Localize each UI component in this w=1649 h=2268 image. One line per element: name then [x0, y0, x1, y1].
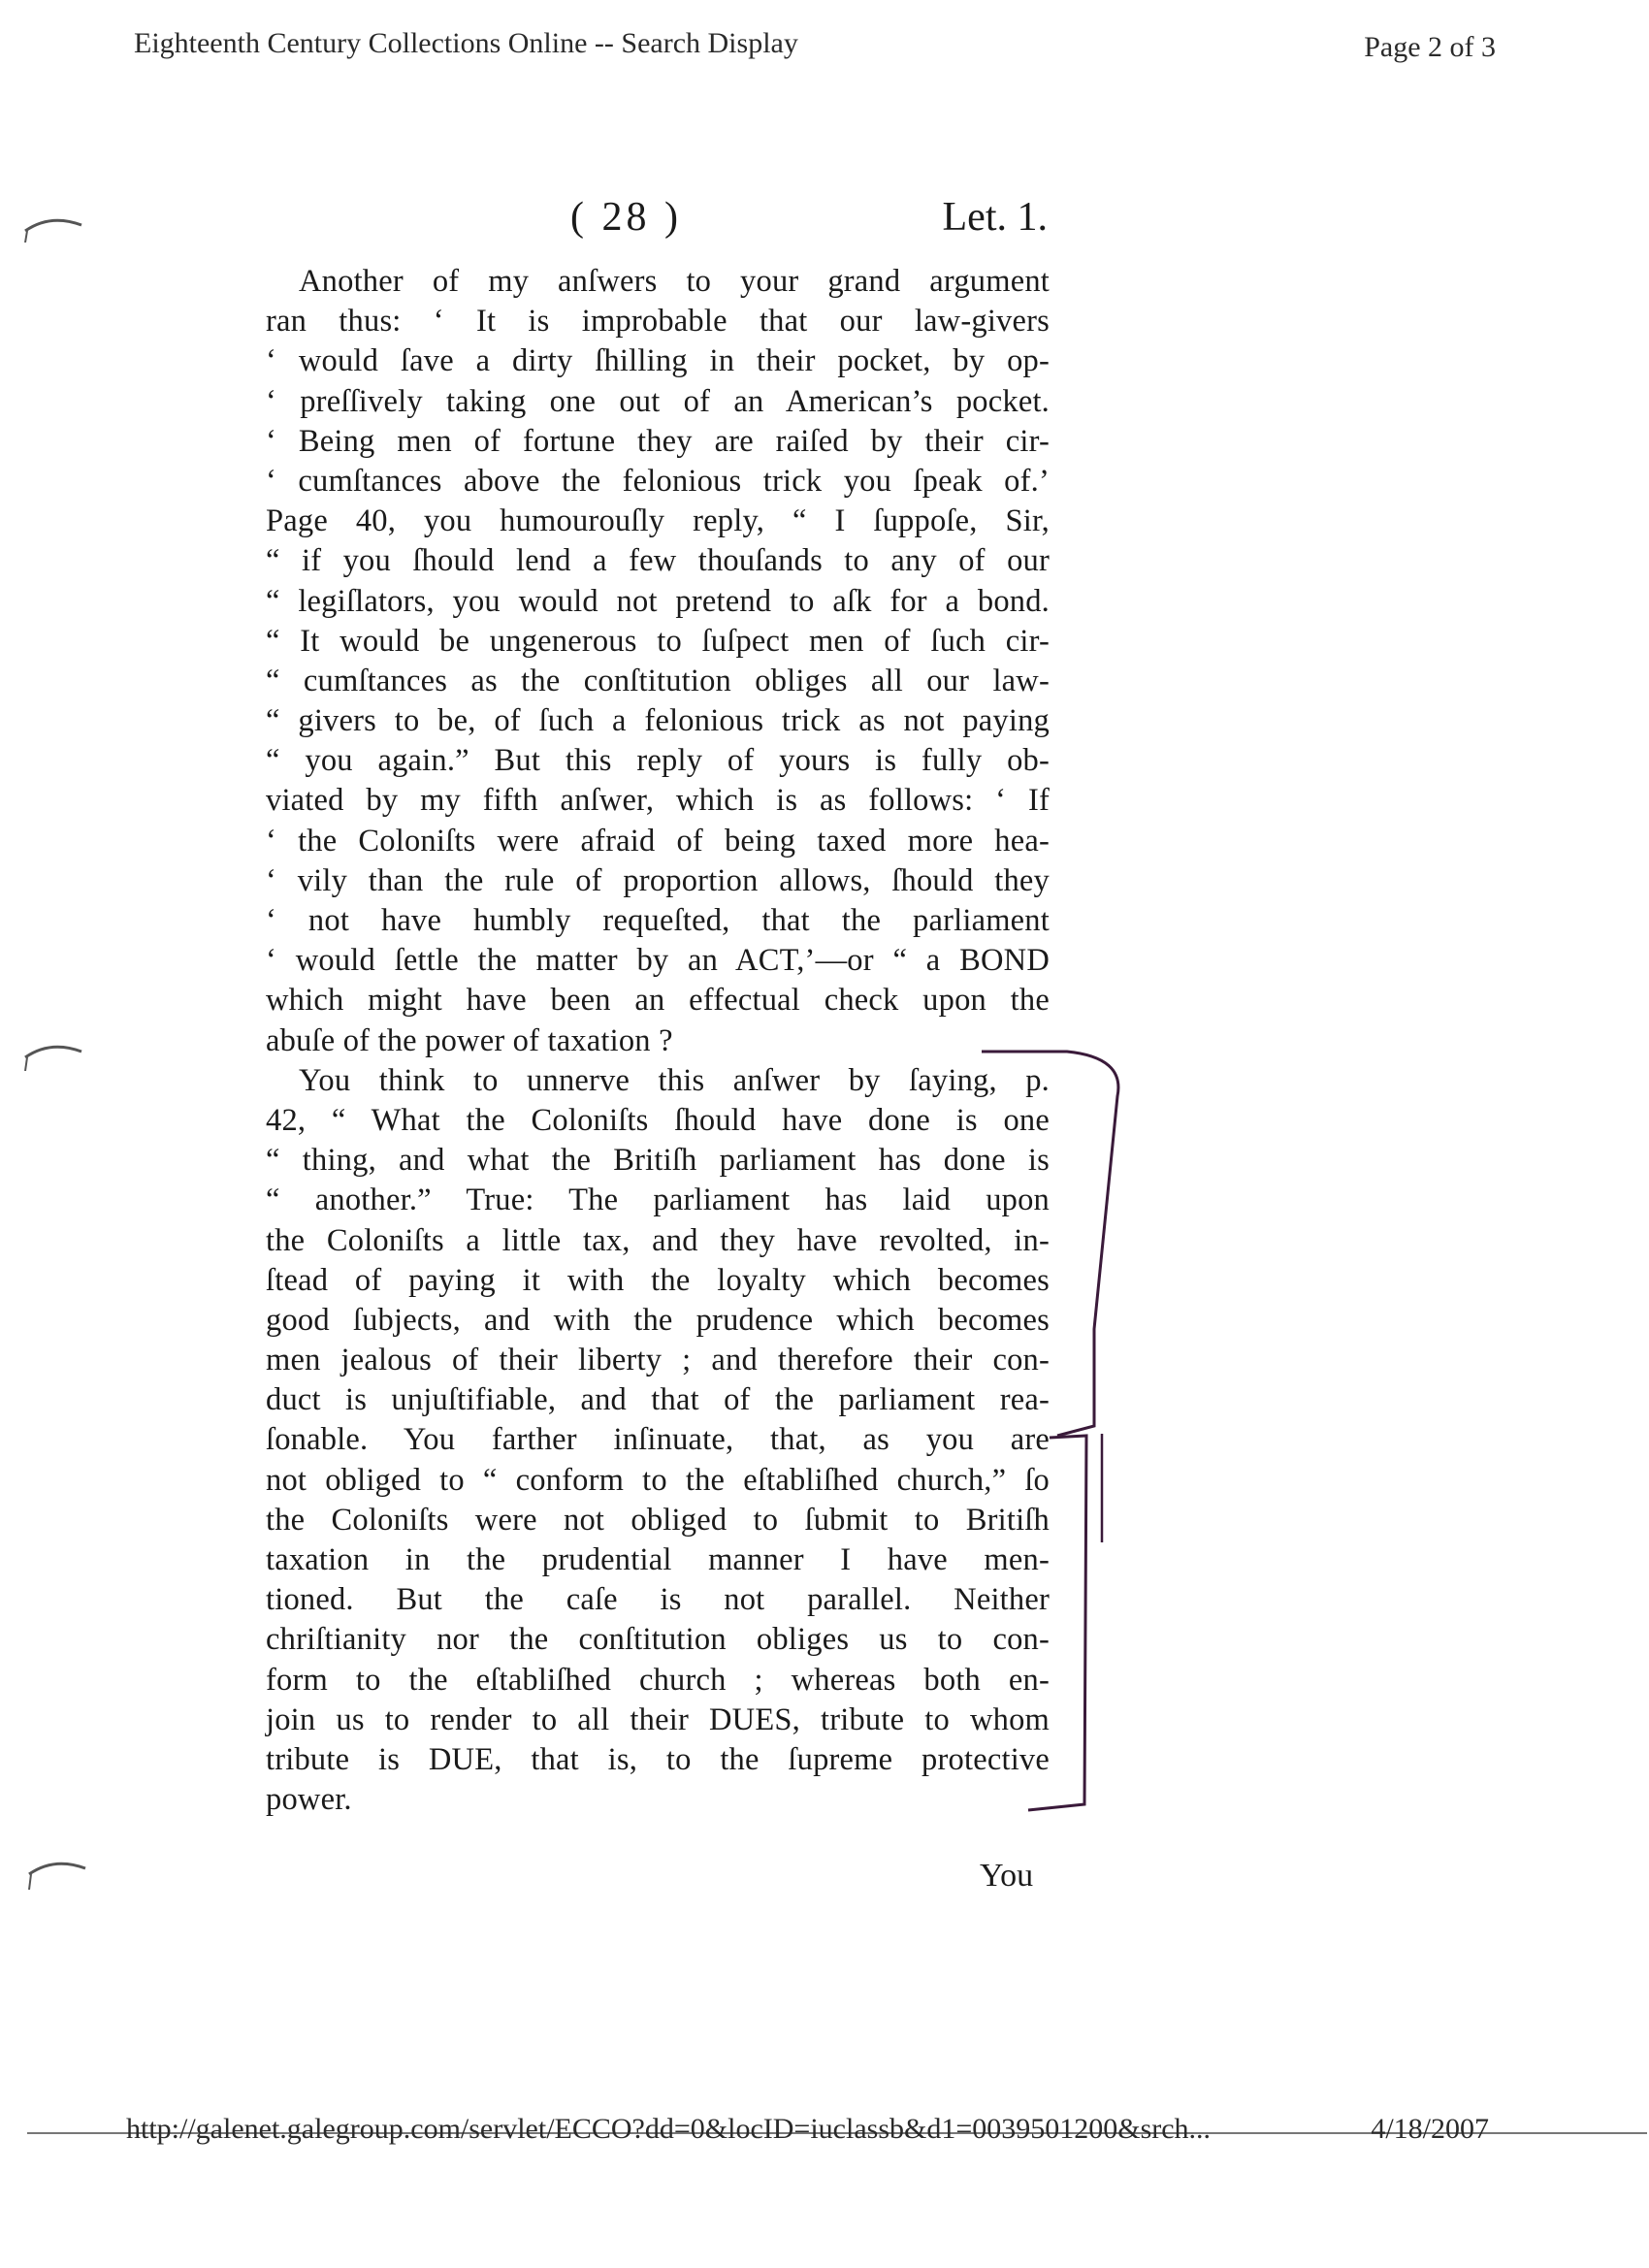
- text-line: duct is unjuſtifiable, and that of the parliament rea-: [266, 1382, 1050, 1418]
- print-page-count: Page 2 of 3: [1364, 31, 1496, 63]
- text-line: Page 40, you humourouſly reply, “ I ſuppoſe, Sir,: [266, 503, 1050, 539]
- text-line: You think to unnerve this anſwer by ſaying, p.: [299, 1062, 1050, 1098]
- print-date: 4/18/2007: [1371, 2113, 1489, 2145]
- text-line: power.: [266, 1782, 352, 1818]
- text-line: “ thing, and what the Britiſh parliament has done is: [266, 1143, 1050, 1179]
- text-line: the Coloniſts were not obliged to ſubmit to Britiſh: [266, 1502, 1050, 1538]
- text-line: the Coloniſts a little tax, and they have revolted, in-: [266, 1222, 1050, 1258]
- scan-mark-icon: [25, 1851, 93, 1890]
- text-line: abuſe of the power of taxation ?: [266, 1022, 673, 1058]
- text-line: ‘ would ſave a dirty ſhilling in their pocket, by op-: [266, 343, 1050, 379]
- letter-number: Let. 1.: [942, 195, 1048, 240]
- book-page: [266, 194, 1050, 1820]
- text-line: tribute is DUE, that is, to the ſupreme protective: [266, 1741, 1050, 1777]
- text-line: ‘ Being men of fortune they are raiſed by their cir-: [266, 423, 1050, 459]
- scan-mark-icon: [21, 204, 89, 243]
- text-line: form to the eſtabliſhed church ; whereas both en-: [266, 1662, 1050, 1698]
- scan-mark-icon: [21, 1032, 89, 1071]
- text-line: ‘ not have humbly requeſted, that the parliament: [266, 903, 1050, 938]
- text-line: which might have been an effectual check upon the: [266, 983, 1050, 1019]
- text-line: tioned. But the caſe is not parallel. Neither: [266, 1582, 1050, 1618]
- text-line: not obliged to “ conform to the eſtabliſhed church,” ſo: [266, 1462, 1050, 1498]
- text-line: men jealous of their liberty ; and therefore their con-: [266, 1343, 1050, 1378]
- page-running-head: [266, 194, 1050, 262]
- body-text: [266, 262, 1050, 1820]
- text-line: “ cumſtances as the conſtitution obliges all our law-: [266, 663, 1050, 698]
- text-line: “ It would be ungenerous to ſuſpect men of ſuch cir-: [266, 623, 1050, 659]
- print-url: http://galenet.galegroup.com/servlet/ECCO?dd=0&locID=iuclassb&d1=0039501200&srch...: [126, 2113, 1212, 2145]
- text-line: Another of my anſwers to your grand argument: [299, 264, 1050, 299]
- text-line: ſonable. You farther inſinuate, that, as you are: [266, 1422, 1050, 1458]
- print-header-title: Eighteenth Century Collections Online -- Search Display: [134, 27, 798, 59]
- text-line: chriſtianity nor the conſtitution obliges us to con-: [266, 1622, 1050, 1658]
- text-line: join us to render to all their DUES, tribute to whom: [266, 1701, 1050, 1737]
- text-line: “ legiſlators, you would not pretend to aſk for a bond.: [266, 583, 1050, 619]
- text-line: ‘ the Coloniſts were afraid of being taxed more hea-: [266, 823, 1050, 859]
- text-line: “ you again.” But this reply of yours is fully ob-: [266, 743, 1050, 779]
- page-number: ( 28 ): [570, 195, 682, 240]
- text-line: viated by my fifth anſwer, which is as follows: ‘ If: [266, 783, 1050, 819]
- text-line: ‘ would ſettle the matter by an ACT,’—or “ a BOND: [266, 943, 1050, 979]
- text-line: ſtead of paying it with the loyalty which becomes: [266, 1262, 1050, 1298]
- text-line: 42, “ What the Coloniſts ſhould have done is one: [266, 1102, 1050, 1138]
- text-line: ‘ cumſtances above the felonious trick you ſpeak of.’: [266, 463, 1050, 499]
- text-line: “ another.” True: The parliament has laid upon: [266, 1183, 1050, 1218]
- text-line: good ſubjects, and with the prudence which becomes: [266, 1302, 1050, 1338]
- text-line: ran thus: ‘ It is improbable that our law-givers: [266, 304, 1050, 340]
- text-line: “ if you ſhould lend a few thouſands to any of our: [266, 543, 1050, 579]
- text-line: “ givers to be, of ſuch a felonious trick as not paying: [266, 703, 1050, 739]
- catchword: You: [980, 1858, 1034, 1894]
- text-line: ‘ vily than the rule of proportion allows, ſhould they: [266, 862, 1050, 898]
- text-line: taxation in the prudential manner I have men-: [266, 1542, 1050, 1577]
- text-line: ‘ preſſively taking one out of an American’s pocket.: [266, 383, 1050, 419]
